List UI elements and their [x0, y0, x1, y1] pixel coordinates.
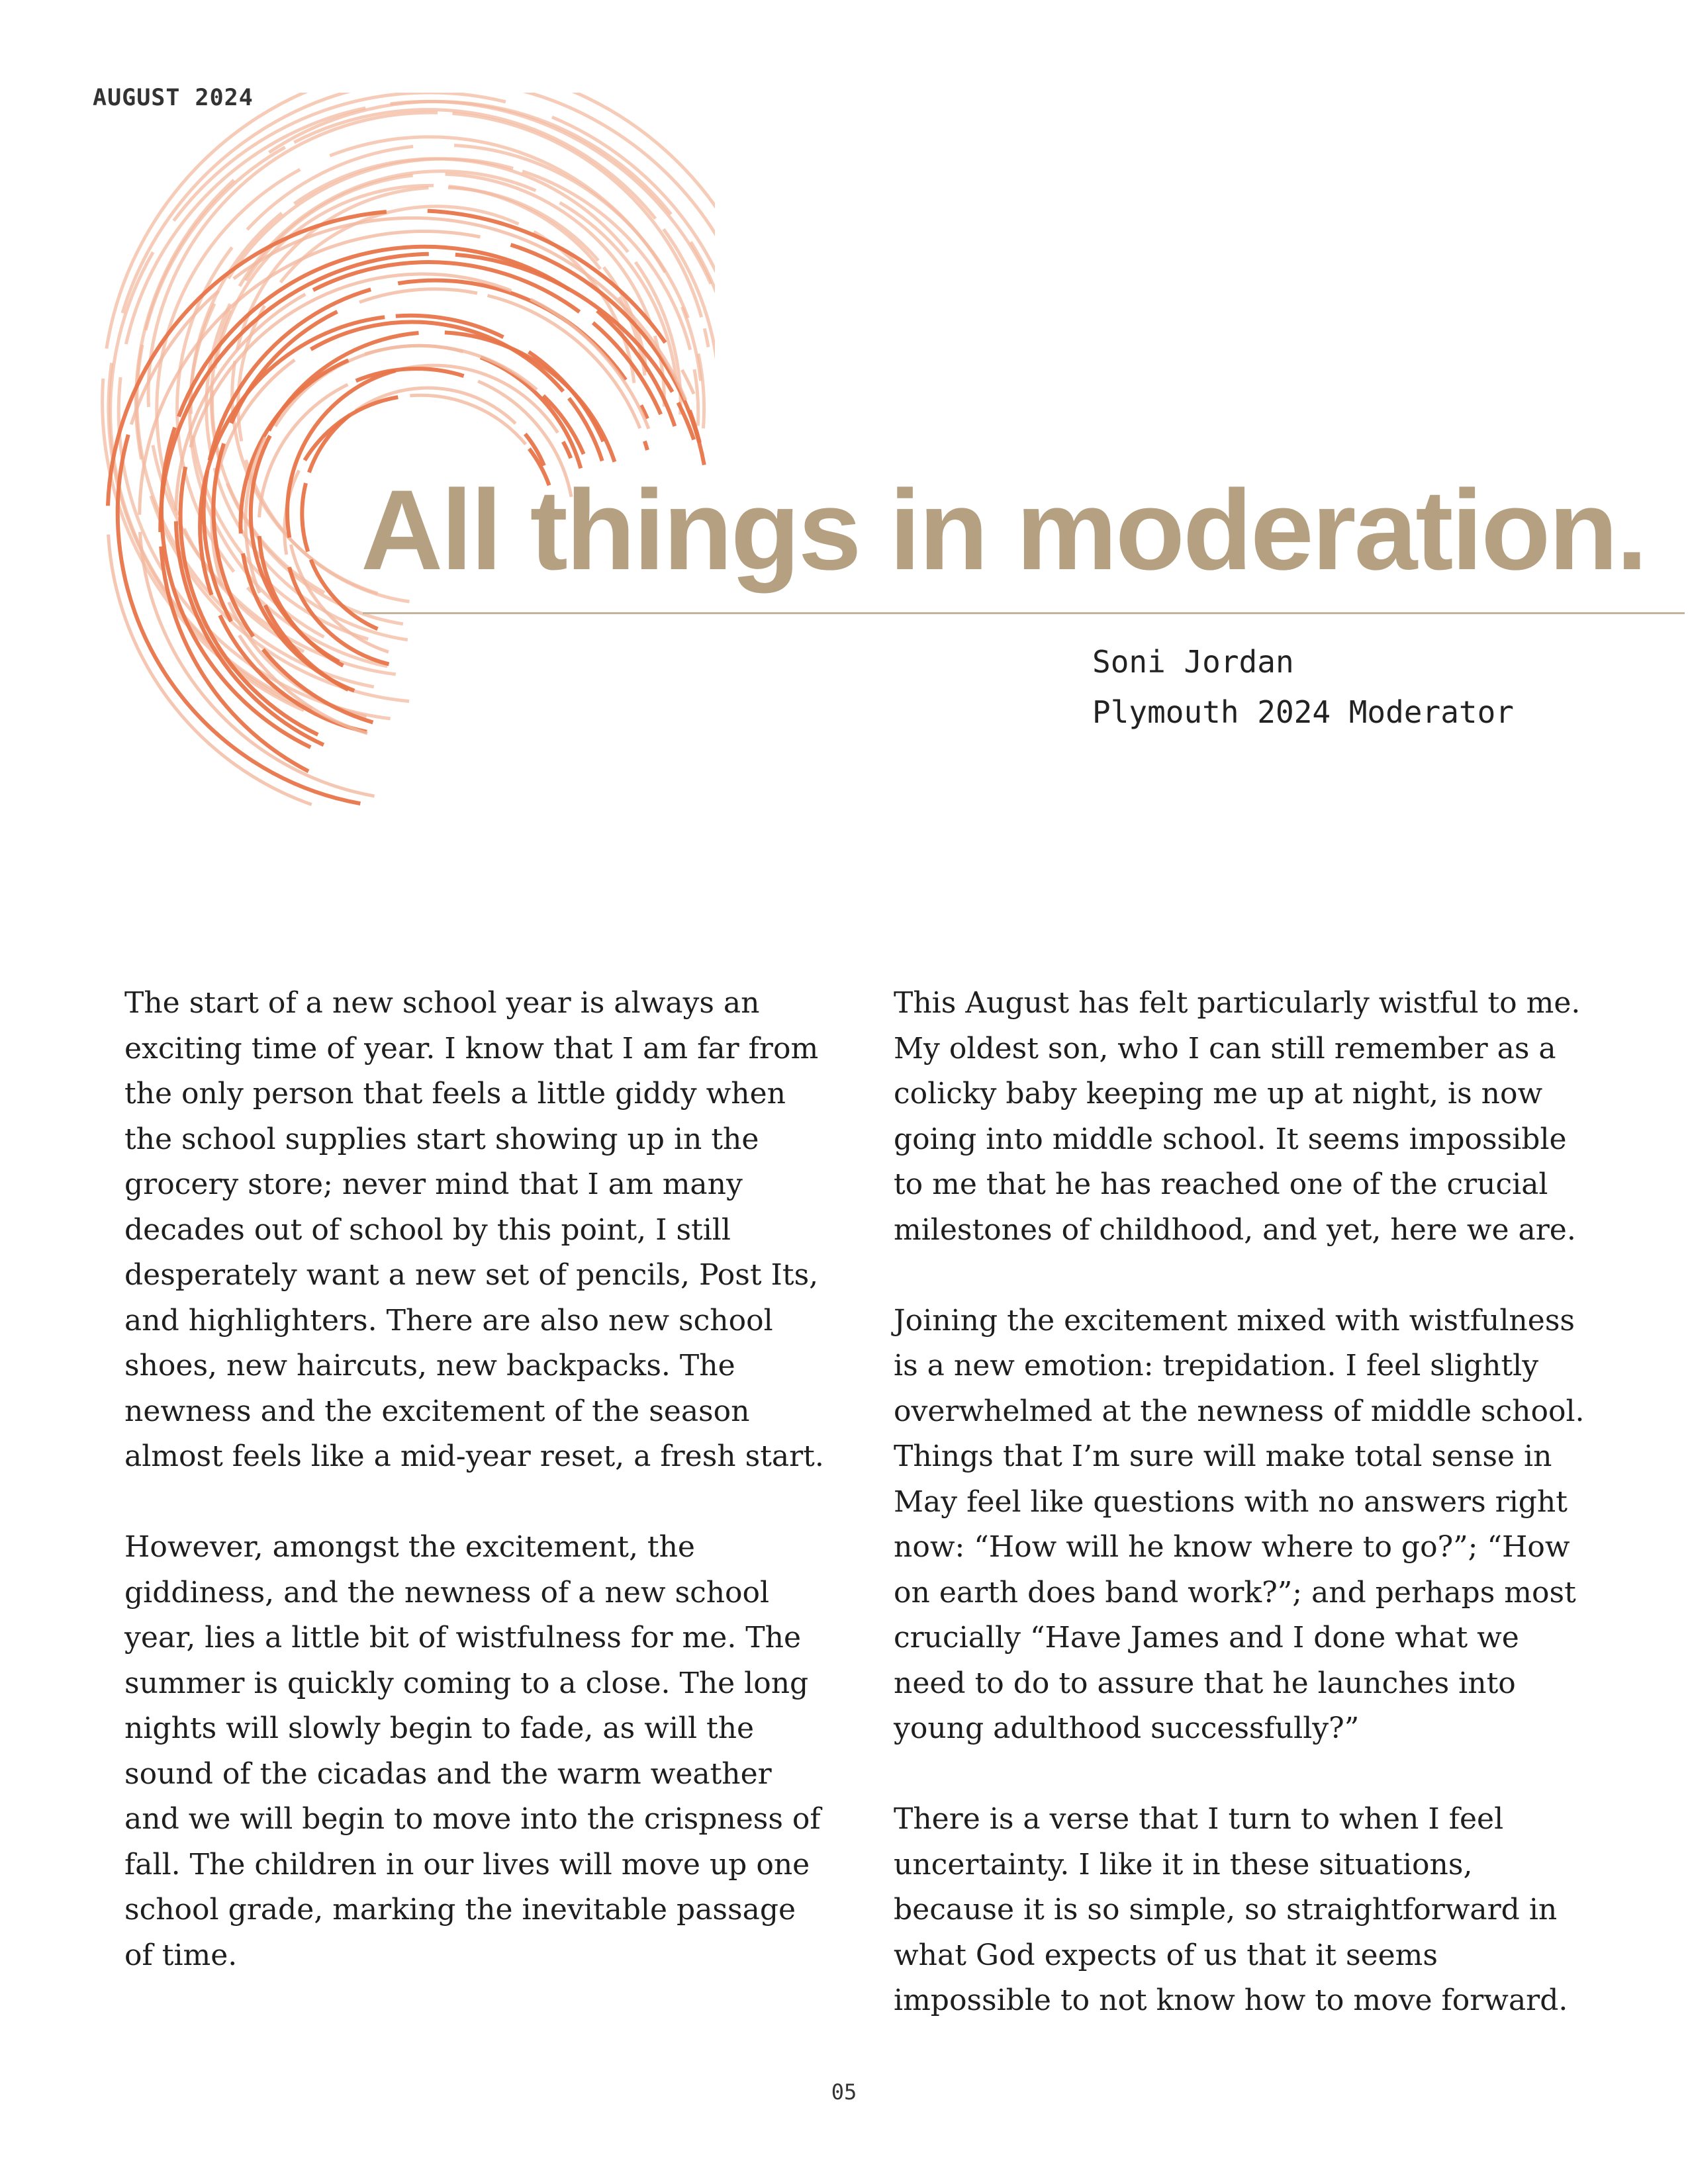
swirl-arc: [355, 388, 516, 424]
author-name: Soni Jordan: [1092, 644, 1294, 680]
swirl-arc: [694, 369, 698, 426]
swirl-arc: [645, 441, 647, 450]
swirl-arc: [704, 328, 708, 347]
author-role: Plymouth 2024 Moderator: [1092, 694, 1514, 730]
swirl-arc: [571, 93, 715, 240]
right-column: [894, 981, 1595, 2024]
swirl-arc: [563, 441, 571, 458]
swirl-arc: [302, 483, 308, 552]
swirl-arc: [682, 370, 694, 394]
paragraph: Joining the excitement mixed with wistfulness is a new emotion: trepidation. I feel slightly overwhelmed at the newness of middle school. Things that I’m sure will make total sense in May feel like questions with no answers right now: “How will he know where to go?”; “How on earth does band work?”; and perhaps most crucially “Have James and I done what we need to do to assure that he launches into young adulthood successfully?”: [894, 1303, 1585, 1745]
swirl-arc: [240, 360, 348, 533]
title-divider: [363, 612, 1685, 614]
paragraph: There is a verse that I turn to when I feel uncertainty. I like it in these situations, because it is so simple, so straightforward in what God expects of us that it seems impossible to not know how to move forward.: [894, 1802, 1568, 2017]
issue-date: AUGUST 2024: [93, 85, 254, 111]
paragraph: However, amongst the excitement, the giddiness, and the newness of a new school year, lies a little bit of wistfulness for me. The summer is quickly coming to a close. The long nights will slowly begin to fade, as will the sound of the cicadas and the warm weather and we will begin to move into the crispness of fall. The children in our lives will move up one school grade, marking the inevitable passage of time.: [124, 1530, 821, 1972]
author-block: [1092, 637, 1514, 737]
article-title: All things in moderation.: [361, 467, 1646, 594]
swirl-arc: [488, 296, 640, 429]
left-column: [124, 981, 826, 1978]
paragraph: The start of a new school year is always an exciting time of year. I know that I am far from the only person that feels a little giddy when the school supplies start showing up in the grocery store; never mind that I am many decades out of school by this point, I still desperately want a new set of pencils, Post Its, and highlighters. There are also new school shoes, new haircuts, new backpacks. The newness and the excitement of the season almost feels like a mid-year reset, a fresh start.: [124, 986, 824, 1473]
swirl-arc: [682, 307, 700, 381]
paragraph: This August has felt particularly wistful to me. My oldest son, who I can still remember as a colicky baby keeping me up at night, is now going into middle school. It seems impossible to me that he has reached one of the crucial milestones of childhood, and yet, here we are.: [894, 986, 1581, 1247]
swirl-arc: [410, 395, 526, 444]
swirl-arc: [359, 289, 477, 302]
page-number: 05: [831, 2079, 857, 2105]
